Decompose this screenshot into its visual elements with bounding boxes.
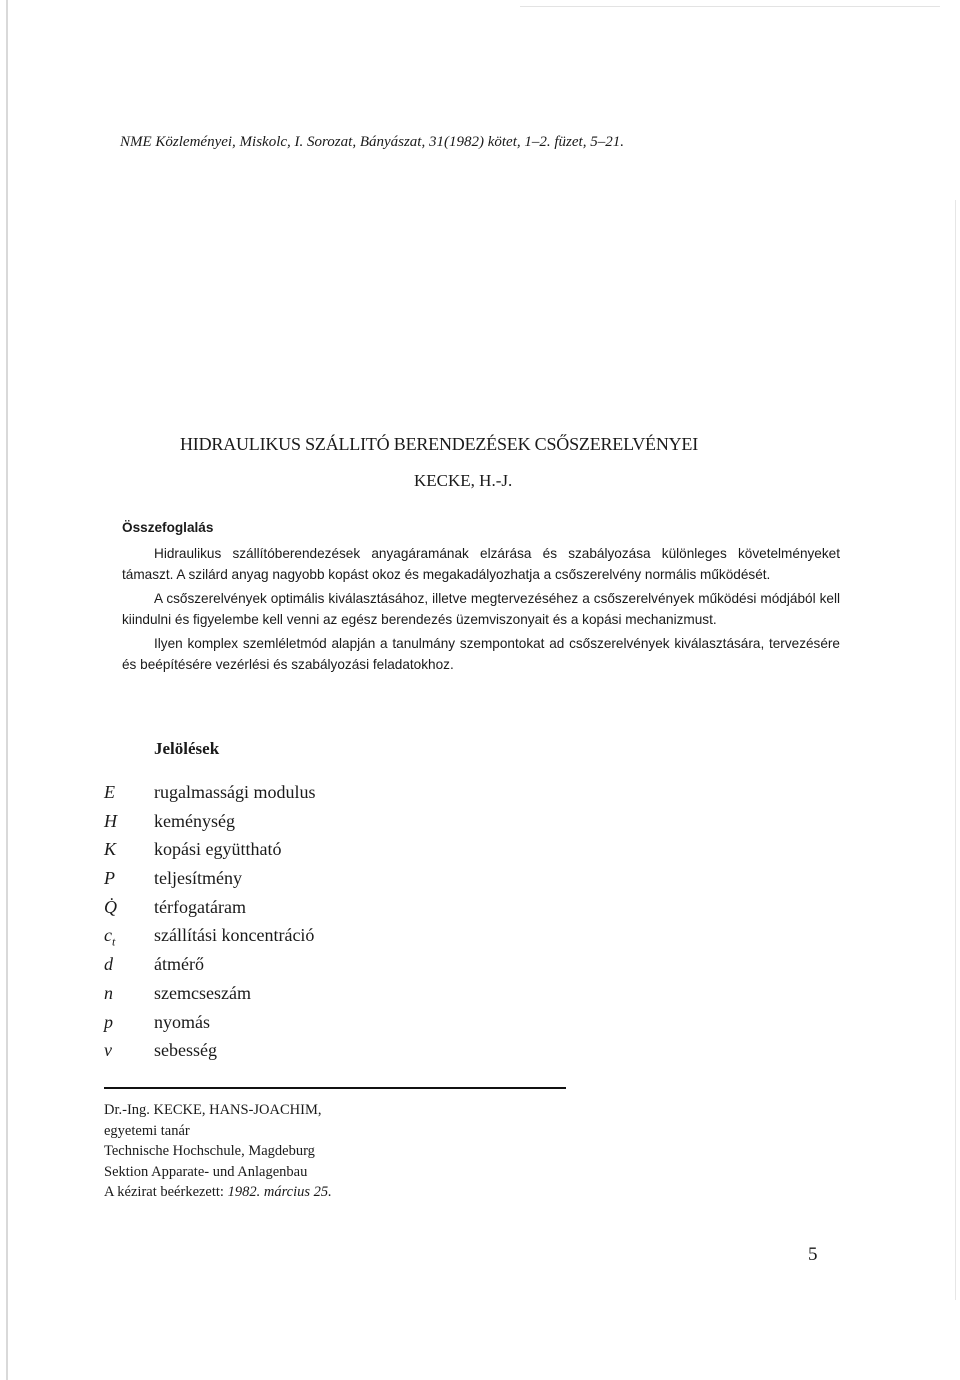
notation-description: teljesítmény (154, 868, 242, 889)
affiliation-institution: Technische Hochschule, Magdeburg (104, 1143, 315, 1159)
article-title: HIDRAULIKUS SZÁLLITÓ BERENDEZÉSEK CSŐSZERELVÉNYEI (180, 434, 699, 454)
notation-symbol: p (104, 1011, 113, 1032)
notation-description: kopási együttható (154, 839, 282, 860)
notation-symbol: $c_t$ (104, 925, 116, 950)
notation-description: átmérő (154, 954, 204, 975)
notation-symbol: E (104, 782, 115, 802)
received-date: 1982. március 25. (227, 1184, 332, 1200)
notation-item (104, 864, 604, 893)
notation-item (104, 1008, 604, 1037)
abstract-heading: Összefoglalás (122, 520, 214, 535)
affiliation-received (104, 1182, 504, 1203)
abstract-paragraph-2: A csőszerelvények optimális kiválasztásához, illetve megtervezéséhez a csőszerelvények működési módjából kell kiindulni és figyelembe kell venni az egész berendezés üzemviszonyait és a kopási mechanizmust. (122, 591, 840, 627)
article-author: KECKE, H.-J. (414, 471, 513, 490)
affiliation-name: Dr.-Ing. KECKE, HANS-JOACHIM, (104, 1102, 322, 1118)
notation-symbol: P (104, 868, 115, 889)
page-number: 5 (808, 1244, 818, 1265)
notation-description: nyomás (154, 1011, 210, 1032)
notation-symbol: Q̇ (104, 896, 117, 917)
notation-description: sebesség (154, 1040, 217, 1061)
footnote-divider (104, 1087, 566, 1089)
notation-description: rugalmassági modulus (154, 782, 316, 802)
notation-item (104, 893, 604, 922)
notation-item (104, 979, 604, 1008)
notation-item (104, 778, 604, 807)
notation-item (104, 835, 604, 864)
notation-item (104, 921, 604, 950)
abstract-paragraph-3: Ilyen komplex szemléletmód alapján a tanulmány szempontokat ad csőszerelvények kiválasztására, tervezésére és beépítésére vezérlési és szabályozási feladatokhoz. (122, 636, 840, 672)
notation-list (104, 778, 604, 1065)
scan-edge-left (6, 0, 8, 1380)
affiliation-section: Sektion Apparate- und Anlagenbau (104, 1163, 308, 1180)
journal-header: NME Közleményei, Miskolc, I. Sorozat, Bányászat, 31(1982) kötet, 1–2. füzet, 5–21. (120, 134, 624, 150)
notation-item (104, 807, 604, 836)
affiliation-position: egyetemi tanár (104, 1122, 190, 1139)
notation-symbol: v (104, 1040, 112, 1061)
received-label: A kézirat beérkezett: (104, 1184, 228, 1200)
notation-symbol: K (104, 839, 117, 860)
notation-symbol: n (104, 982, 113, 1003)
notation-description: szállítási koncentráció (154, 925, 315, 946)
notation-symbol: H (104, 810, 117, 831)
notation-description: szemcseszám (154, 982, 251, 1003)
notation-description: keménység (154, 810, 235, 831)
notation-heading: Jelölések (154, 739, 220, 758)
abstract-paragraph-1: Hidraulikus szállítóberendezések anyagáramának elzárása és szabályozása különleges követelményeket támaszt. A szilárd anyag nagyobb kopást okoz és megakadályozhatja a csőszerelvény normális működését. (122, 546, 840, 582)
abstract (122, 518, 840, 675)
author-affiliation (104, 1100, 504, 1203)
scan-edge-top (520, 6, 940, 7)
notation-item (104, 950, 604, 979)
notation-item (104, 1036, 604, 1065)
scan-edge-right (955, 200, 956, 1300)
notation-description: térfogatáram (154, 896, 246, 917)
notation-symbol: d (104, 954, 113, 975)
